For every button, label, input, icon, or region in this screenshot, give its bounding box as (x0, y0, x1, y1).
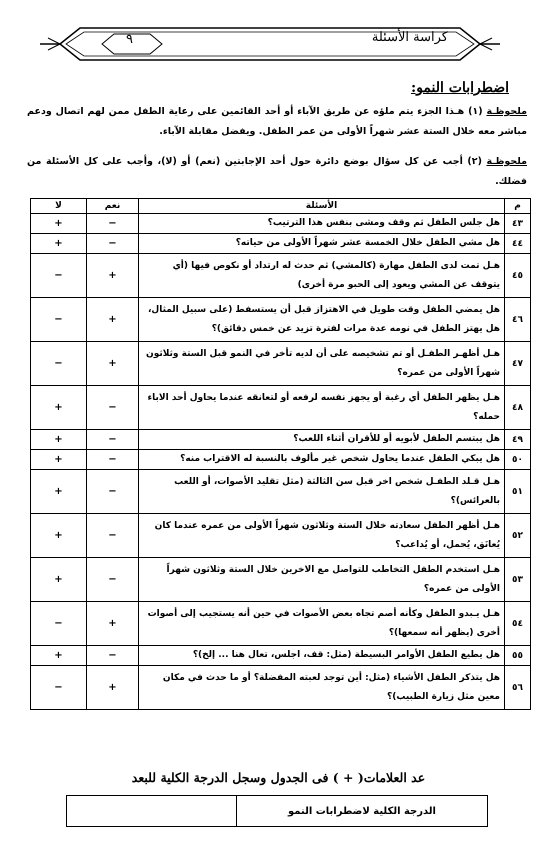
booklet-title: كراسة الأسئلة (371, 30, 448, 45)
answer-yes[interactable]: − (87, 214, 139, 234)
table-row (31, 342, 531, 386)
question-text: هل مشي الطفل خلال الخمسة عشر شهراً الأولى من حياته؟ (139, 234, 505, 254)
header-banner (40, 22, 500, 66)
answer-yes[interactable]: − (87, 514, 139, 558)
question-number: ٤٦ (505, 298, 531, 342)
answer-no[interactable]: − (31, 298, 87, 342)
table-row (31, 514, 531, 558)
note-text: (١) هـذا الجزء يتم ملؤه عن طريق الآباء أو أحد القائمين على رعاية الطفل ممن لهم اتصال ودعم مباشر معه خلال الستة عشر شهراً الأولى من عمر الطفل. ويفضل مقابلة الآباء. (27, 106, 527, 137)
question-text: هل يطيع الطفل الأوامر البسيطة (مثل: قف، اجلس، تعال هنا ... إلخ)؟ (139, 646, 505, 666)
answer-yes[interactable]: − (87, 558, 139, 602)
answer-yes[interactable]: + (87, 254, 139, 298)
answer-yes[interactable]: − (87, 470, 139, 514)
table-row (31, 430, 531, 450)
table-row (31, 558, 531, 602)
header-num: م (505, 199, 531, 214)
question-text: هـل يظهر الطفل أي رغبة أو يجهز نفسه لرفعه أو لتعانقه عندما يحاول أحد الاباء حمله؟ (139, 386, 505, 430)
question-number: ٥٢ (505, 514, 531, 558)
note-label: ملحوظـة (486, 106, 527, 117)
answer-yes[interactable]: + (87, 298, 139, 342)
question-text: هل جلس الطفل ثم وقف ومشى بنفس هذا الترتيب؟ (139, 214, 505, 234)
answer-no[interactable]: + (31, 214, 87, 234)
question-number: ٤٨ (505, 386, 531, 430)
table-row (31, 450, 531, 470)
note-2 (27, 152, 527, 192)
scoring-instruction: عد العلامات( + ) فى الجدول وسجل الدرجة الكلية للبعد (131, 770, 426, 785)
question-text: هـل استخدم الطفل التخاطب للتواصل مع الاخرين خلال الستة وثلاثون شهراً الأولى من عمره؟ (139, 558, 505, 602)
total-score-field[interactable] (67, 796, 236, 826)
answer-yes[interactable]: − (87, 430, 139, 450)
question-number: ٤٤ (505, 234, 531, 254)
answer-no[interactable]: + (31, 470, 87, 514)
table-row (31, 646, 531, 666)
note-label: ملحوظـة (486, 156, 527, 167)
answer-no[interactable]: − (31, 602, 87, 646)
answer-no[interactable]: + (31, 386, 87, 430)
table-row (31, 666, 531, 710)
question-number: ٤٧ (505, 342, 531, 386)
table-row (31, 602, 531, 646)
question-number: ٥٣ (505, 558, 531, 602)
question-text: هل يبكي الطفل عندما يحاول شخص غير مألوف بالنسبة له الاقتراب منه؟ (139, 450, 505, 470)
page-number: ٩ (126, 32, 133, 47)
question-text: هـل تمت لدى الطفل مهارة (كالمشي) ثم حدث له ارتداد أو نكوص فيها (أي يتوقف عن المشي ويعود إلى الحبو مرة أخرى) (139, 254, 505, 298)
answer-yes[interactable]: + (87, 666, 139, 710)
header-no: لا (31, 199, 87, 214)
table-row (31, 386, 531, 430)
table-header-row (31, 199, 531, 214)
answer-yes[interactable]: + (87, 342, 139, 386)
header-question: الأسئلة (139, 199, 505, 214)
question-text: هـل قـلد الطفـل شخص اخر قبل سن الثالثة (مثل تقليد الأصوات، أو اللعب بالعرائس)؟ (139, 470, 505, 514)
question-text: هـل أظهر الطفل سعادته خلال الستة وثلاثون شهراً الأولى من عمره عندما كان يُعانَق، يُحمل، أو يُداعب؟ (139, 514, 505, 558)
answer-yes[interactable]: − (87, 234, 139, 254)
answer-yes[interactable]: − (87, 450, 139, 470)
answer-no[interactable]: − (31, 342, 87, 386)
question-text: هل يتذكر الطفل الأشياء (مثل: أين توجد لعبته المفضلة؟ أو ما حدث في مكان معين مثل زيارة الطبيب)؟ (139, 666, 505, 710)
question-number: ٥٤ (505, 602, 531, 646)
note-text: (٢) أجب عن كل سؤال بوضع دائرة حول أحد الإجابتين (نعم) أو (لا)، وأجب على كل الأسئلة من فضلك. (27, 156, 527, 187)
question-number: ٥٠ (505, 450, 531, 470)
question-text: هل يبتسم الطفل لأبويه أو للأقران أثناء اللعب؟ (139, 430, 505, 450)
question-text: هـل أظهـر الطفـل أو تم تشخيصه على أن لديه تأخر في النمو قبل الستة وثلاثون شهراً الأولى من عمره؟ (139, 342, 505, 386)
table-row (31, 254, 531, 298)
answer-no[interactable]: + (31, 234, 87, 254)
total-score-label: الدرجة الكلية لاضطرابات النمو (236, 796, 487, 826)
answer-no[interactable]: + (31, 558, 87, 602)
question-number: ٥٥ (505, 646, 531, 666)
question-number: ٤٣ (505, 214, 531, 234)
answer-no[interactable]: + (31, 646, 87, 666)
note-1 (27, 102, 527, 142)
answer-no[interactable]: + (31, 450, 87, 470)
questions-table (30, 198, 531, 710)
table-row (31, 470, 531, 514)
total-score-box (66, 795, 488, 827)
question-number: ٥٦ (505, 666, 531, 710)
answer-no[interactable]: + (31, 514, 87, 558)
answer-no[interactable]: − (31, 666, 87, 710)
answer-yes[interactable]: − (87, 646, 139, 666)
question-text: هل يمضي الطفل وقت طويل في الاهتزاز قبل أن يستسفط (على سبيل المثال، هل يهتز الطفل في نومه عدة مرات لفترة تزيد عن خمس دقائق)؟ (139, 298, 505, 342)
answer-no[interactable]: + (31, 430, 87, 450)
answer-yes[interactable]: + (87, 602, 139, 646)
section-title: اضطرابات النمو: (411, 80, 509, 96)
table-row (31, 298, 531, 342)
table-row (31, 214, 531, 234)
question-number: ٥١ (505, 470, 531, 514)
answer-no[interactable]: − (31, 254, 87, 298)
table-row (31, 234, 531, 254)
question-text: هـل يـبدو الطفل وكأنه أصم تجاه بعض الأصوات في حين أنه يستجيب إلى أصوات أخرى (يظهر أنه سمعها)؟ (139, 602, 505, 646)
answer-yes[interactable]: − (87, 386, 139, 430)
question-number: ٤٥ (505, 254, 531, 298)
question-number: ٤٩ (505, 430, 531, 450)
header-yes: نعم (87, 199, 139, 214)
